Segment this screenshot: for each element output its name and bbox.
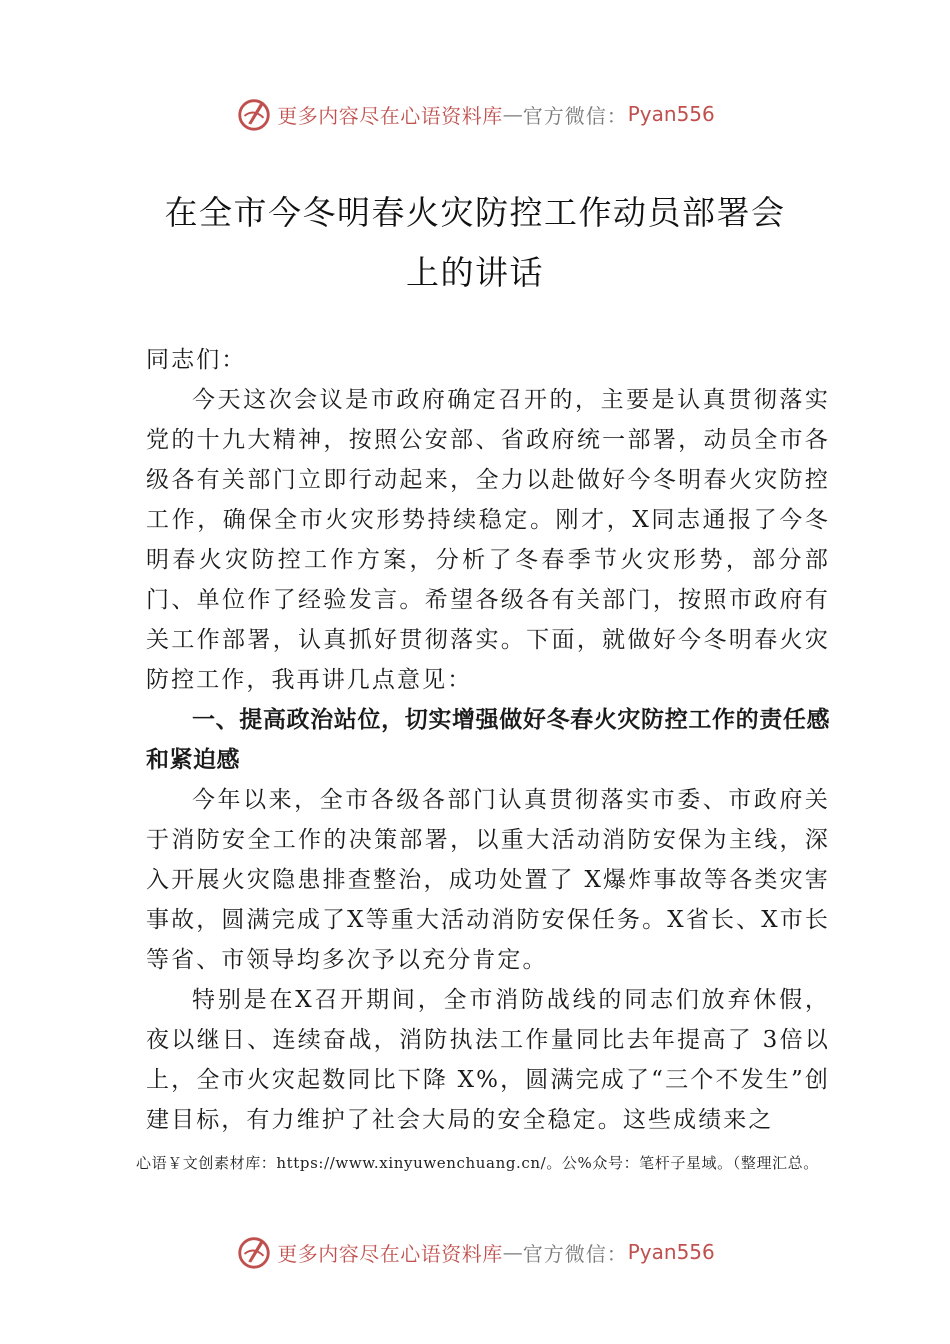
banner-label: 官方微信： (522, 103, 628, 128)
paragraph-intro: 今天这次会议是市政府确定召开的，主要是认真贯彻落实党的十九大精神，按照公安部、省政府统一部署，动员全市各级各有关部门立即行动起来，全力以赴做好今冬明春火灾防控工作，确保全市火灾形势持续稳定。刚才，X同志通报了今冬明春火灾防控工作方案，分析了冬春季节火灾形势，部分部门、单位作了经验发言。希望各级各有关部门，按照市政府有关工作部署，认真抓好贯彻落实。下面，就做好今冬明春火灾防控工作，我再讲几点意见： (146, 387, 830, 693)
banner-separator: — (502, 1240, 523, 1264)
banner-separator: — (502, 102, 523, 126)
banner-brand: 更多内容尽在心语资料库 (277, 1241, 503, 1266)
paragraph-special: 特别是在X召开期间，全市消防战线的同志们放弃休假，夜以继日、连续奋战，消防执法工作量同比去年提高了 3倍以上，全市火灾起数同比下降 X%，圆满完成了“三个不发生”创建目标，有力维护了社会大局的安全稳定。这些成绩来之 (146, 987, 830, 1133)
title-line-1: 在全市今冬明春火灾防控工作动员部署会 (164, 193, 786, 232)
quill-seal-icon (235, 95, 273, 133)
banner-wechat-id: Pyan556 (627, 102, 715, 126)
bottom-banner (0, 1232, 950, 1272)
salutation: 同志们： (146, 347, 247, 373)
banner-wechat-id: Pyan556 (627, 1240, 715, 1264)
banner-label: 官方微信： (522, 1241, 628, 1266)
document-title (145, 183, 805, 303)
paragraph-achievements: 今年以来，全市各级各部门认真贯彻落实市委、市政府关于消防安全工作的决策部署，以重大活动消防安保为主线，深入开展火灾隐患排查整治，成功处置了 X爆炸事故等各类灾害事故，圆满完成了X等重大活动消防安保任务。X省长、X市长等省、市领导均多次予以充分肯定。 (146, 787, 830, 973)
document-body (146, 340, 830, 1140)
section-heading-1: 一、提高政治站位，切实增强做好冬春火灾防控工作的责任感和紧迫感 (146, 707, 830, 773)
banner-brand: 更多内容尽在心语资料库 (277, 103, 503, 128)
title-line-2: 上的讲话 (406, 253, 544, 292)
footer-note: 心语￥文创素材库：https://www.xinyuwenchuang.cn/。公%众号：笔杆子星域。（整理汇总。 (136, 1154, 819, 1172)
top-banner (0, 94, 950, 134)
quill-seal-icon (235, 1233, 273, 1271)
